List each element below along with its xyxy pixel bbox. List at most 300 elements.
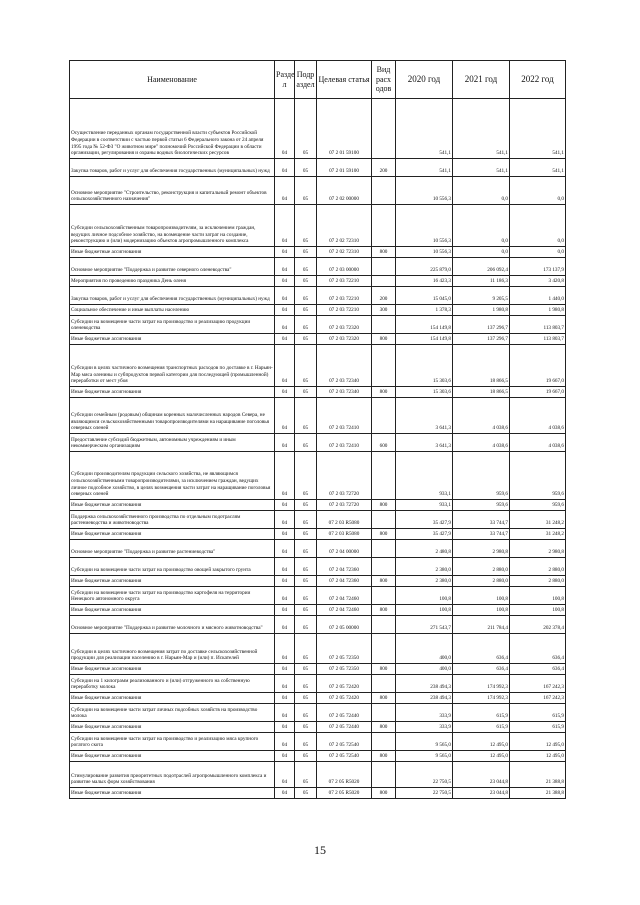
cell-2022: 1 440,0: [510, 287, 566, 305]
cell-2022: 959,6: [510, 500, 566, 511]
cell-razdel: 04: [275, 258, 295, 276]
cell-2020: 238 494,3: [396, 675, 453, 693]
cell-statya: 07 2 04 72360: [317, 558, 372, 576]
cell-name: Поддержка сельскохозяйственного производства по отдельным подотраслям растениеводства и животноводства: [70, 511, 275, 529]
cell-2022: 113 803,7: [510, 316, 566, 334]
cell-2021: 959,6: [453, 500, 510, 511]
cell-statya: 07 2 03 72320: [317, 334, 372, 345]
cell-2020: 400,0: [396, 664, 453, 675]
cell-statya: 07 2 05 R5020: [317, 788, 372, 799]
cell-2020: 238 494,3: [396, 693, 453, 704]
cell-2020: 10 556,3: [396, 177, 453, 205]
header-name: Наименование: [70, 61, 275, 99]
cell-podrazdel: 05: [295, 258, 317, 276]
cell-2022: 173 137,9: [510, 258, 566, 276]
cell-2022: 31 248,2: [510, 529, 566, 540]
page-number: 15: [314, 843, 326, 857]
table-row: [70, 159, 566, 177]
cell-2020: 154 149,8: [396, 334, 453, 345]
table-row: [70, 722, 566, 733]
cell-2021: 541,1: [453, 159, 510, 177]
cell-2022: 2 880,0: [510, 576, 566, 587]
cell-2020: 100,8: [396, 587, 453, 605]
cell-name: Осуществление переданных органам государственной власти субъектов Российской Федерации в соответствии с частью первой статьи 6 Федерального закона от 24 апреля 1995 года № 52-ФЗ "О животном мире" полномочий Российской Федерации в области организации, регулирования и охраны водных биологических ресурсов: [70, 99, 275, 159]
cell-2021: 636,4: [453, 634, 510, 664]
cell-name: Иные бюджетные ассигнования: [70, 247, 275, 258]
cell-razdel: 04: [275, 540, 295, 558]
cell-razdel: 04: [275, 664, 295, 675]
cell-2020: 9 565,0: [396, 751, 453, 762]
cell-name: Основное мероприятие "Строительство, реконструкция и капитальный ремонт объектов сельскохозяйственного назначения": [70, 177, 275, 205]
cell-vid: 800: [372, 387, 396, 398]
cell-statya: 07 2 03 R5080: [317, 511, 372, 529]
cell-vid: [372, 733, 396, 751]
cell-name: Иные бюджетные ассигнования: [70, 500, 275, 511]
cell-2022: 636,4: [510, 664, 566, 675]
cell-2022: 0,0: [510, 247, 566, 258]
cell-razdel: 04: [275, 205, 295, 247]
cell-2020: 333,9: [396, 704, 453, 722]
cell-2020: 2 380,0: [396, 576, 453, 587]
cell-vid: 800: [372, 788, 396, 799]
cell-statya: 07 2 05 72420: [317, 693, 372, 704]
cell-razdel: 04: [275, 529, 295, 540]
cell-2022: 31 248,2: [510, 511, 566, 529]
cell-vid: [372, 511, 396, 529]
cell-razdel: 04: [275, 616, 295, 634]
cell-2021: 615,9: [453, 704, 510, 722]
cell-statya: 07 2 02 72310: [317, 205, 372, 247]
cell-statya: 07 2 02 00000: [317, 177, 372, 205]
cell-2020: 3 641,3: [396, 434, 453, 452]
table-row: [70, 751, 566, 762]
table-row: [70, 316, 566, 334]
cell-2022: 202 378,4: [510, 616, 566, 634]
cell-2020: 15 303,6: [396, 345, 453, 387]
cell-podrazdel: 05: [295, 587, 317, 605]
cell-statya: 07 2 01 59100: [317, 159, 372, 177]
cell-2020: 1 378,3: [396, 305, 453, 316]
cell-2020: 2 380,0: [396, 558, 453, 576]
cell-name: Субсидии на возмещение части затрат на производство и реализацию продукции оленеводства: [70, 316, 275, 334]
cell-vid: 800: [372, 693, 396, 704]
cell-vid: [372, 258, 396, 276]
cell-podrazdel: 05: [295, 205, 317, 247]
cell-statya: 07 2 02 72310: [317, 247, 372, 258]
cell-2022: 12 495,0: [510, 733, 566, 751]
cell-name: Закупка товаров, работ и услуг для обеспечения государственных (муниципальных) нужд: [70, 159, 275, 177]
cell-2022: 21 388,8: [510, 762, 566, 788]
cell-podrazdel: 05: [295, 334, 317, 345]
cell-2022: 2 980,8: [510, 540, 566, 558]
cell-2020: 933,1: [396, 452, 453, 500]
cell-razdel: 04: [275, 704, 295, 722]
cell-vid: 600: [372, 434, 396, 452]
cell-vid: [372, 398, 396, 434]
cell-vid: 800: [372, 500, 396, 511]
cell-2022: 636,4: [510, 634, 566, 664]
table-row: [70, 605, 566, 616]
cell-statya: 07 2 03 72340: [317, 387, 372, 398]
cell-name: Иные бюджетные ассигнования: [70, 788, 275, 799]
cell-vid: [372, 205, 396, 247]
cell-2021: 959,6: [453, 452, 510, 500]
cell-2020: 100,8: [396, 605, 453, 616]
cell-vid: [372, 316, 396, 334]
cell-name: Основное мероприятие "Поддержка и развитие северного оленеводства": [70, 258, 275, 276]
header-statya: Целевая статья: [317, 61, 372, 99]
cell-vid: [372, 587, 396, 605]
cell-vid: 300: [372, 305, 396, 316]
cell-2021: 174 992,3: [453, 693, 510, 704]
table-row: [70, 287, 566, 305]
cell-2022: 1 980,8: [510, 305, 566, 316]
cell-statya: 07 2 05 72420: [317, 675, 372, 693]
budget-table: [69, 60, 566, 799]
cell-2021: 4 038,6: [453, 434, 510, 452]
cell-razdel: 04: [275, 177, 295, 205]
cell-statya: 07 2 05 72440: [317, 722, 372, 733]
cell-2020: 271 543,7: [396, 616, 453, 634]
cell-2020: 3 641,3: [396, 398, 453, 434]
cell-vid: [372, 616, 396, 634]
table-row: [70, 334, 566, 345]
cell-razdel: 04: [275, 99, 295, 159]
cell-2021: 541,1: [453, 99, 510, 159]
cell-name: Стимулирование развития приоритетных подотраслей агропромышленного комплекса и развитие малых форм хозяйствования: [70, 762, 275, 788]
cell-2020: 933,1: [396, 500, 453, 511]
cell-2022: 4 038,6: [510, 398, 566, 434]
cell-razdel: 04: [275, 587, 295, 605]
cell-podrazdel: 05: [295, 434, 317, 452]
cell-2022: 100,8: [510, 587, 566, 605]
cell-statya: 07 2 03 72340: [317, 345, 372, 387]
cell-razdel: 04: [275, 722, 295, 733]
cell-name: Субсидии сельскохозяйственным товаропроизводителям, за исключением граждан, ведущих личное подсобное хозяйство, на возмещение части затрат на создание, реконструкцию и (или) модернизацию объектов агропромышленного комплекса: [70, 205, 275, 247]
cell-statya: 07 2 03 72210: [317, 287, 372, 305]
cell-podrazdel: 05: [295, 99, 317, 159]
cell-name: Иные бюджетные ассигнования: [70, 387, 275, 398]
cell-2021: 206 092,4: [453, 258, 510, 276]
cell-name: Предоставление субсидий бюджетным, автономным учреждениям и иным некоммерческим организациям: [70, 434, 275, 452]
table-row: [70, 258, 566, 276]
cell-vid: 200: [372, 159, 396, 177]
cell-2022: 19 667,0: [510, 387, 566, 398]
cell-statya: 07 2 04 00000: [317, 540, 372, 558]
cell-statya: 07 2 03 72410: [317, 398, 372, 434]
cell-2020: 400,0: [396, 634, 453, 664]
table-row: [70, 675, 566, 693]
cell-2020: 15 303,6: [396, 387, 453, 398]
cell-name: Субсидии на возмещение части затрат на производство и реализацию мяса крупного рогатого скота: [70, 733, 275, 751]
table-row: [70, 664, 566, 675]
cell-2022: 4 038,6: [510, 434, 566, 452]
cell-statya: 07 2 05 72350: [317, 664, 372, 675]
cell-2022: 21 388,8: [510, 788, 566, 799]
cell-name: Иные бюджетные ассигнования: [70, 576, 275, 587]
cell-podrazdel: 05: [295, 722, 317, 733]
cell-razdel: 04: [275, 247, 295, 258]
table-row: [70, 387, 566, 398]
cell-2022: 0,0: [510, 177, 566, 205]
cell-2020: 225 879,0: [396, 258, 453, 276]
cell-razdel: 04: [275, 287, 295, 305]
cell-name: Основное мероприятие "Поддержка и развитие молочного и мясного животноводства": [70, 616, 275, 634]
cell-podrazdel: 05: [295, 345, 317, 387]
cell-statya: 07 2 01 59100: [317, 99, 372, 159]
cell-vid: [372, 704, 396, 722]
table-row: [70, 205, 566, 247]
header-vid: Вид расх одов: [372, 61, 396, 99]
cell-podrazdel: 05: [295, 511, 317, 529]
cell-2021: 33 744,7: [453, 511, 510, 529]
cell-2021: 100,8: [453, 587, 510, 605]
cell-2021: 211 784,4: [453, 616, 510, 634]
cell-vid: 800: [372, 722, 396, 733]
cell-name: Основное мероприятие "Поддержка и развитие растениеводства": [70, 540, 275, 558]
cell-razdel: 04: [275, 398, 295, 434]
cell-podrazdel: 05: [295, 704, 317, 722]
cell-podrazdel: 05: [295, 762, 317, 788]
header-razdel: Разде л: [275, 61, 295, 99]
table-row: [70, 693, 566, 704]
cell-2020: 333,9: [396, 722, 453, 733]
cell-razdel: 04: [275, 733, 295, 751]
cell-2022: 2 880,0: [510, 558, 566, 576]
cell-statya: 07 2 05 72350: [317, 634, 372, 664]
table-row: [70, 276, 566, 287]
table-row: [70, 99, 566, 159]
cell-statya: 07 2 05 72440: [317, 704, 372, 722]
table-row: [70, 529, 566, 540]
cell-statya: 07 2 03 00000: [317, 258, 372, 276]
cell-podrazdel: 05: [295, 159, 317, 177]
cell-razdel: 04: [275, 316, 295, 334]
cell-podrazdel: 05: [295, 276, 317, 287]
table-row: [70, 434, 566, 452]
cell-name: Иные бюджетные ассигнования: [70, 605, 275, 616]
table-body: [70, 99, 566, 799]
cell-razdel: 04: [275, 675, 295, 693]
cell-vid: [372, 177, 396, 205]
cell-podrazdel: 05: [295, 177, 317, 205]
cell-2020: 9 565,0: [396, 733, 453, 751]
cell-2021: 0,0: [453, 247, 510, 258]
header-2021: 2021 год: [453, 61, 510, 99]
cell-razdel: 04: [275, 576, 295, 587]
table-row: [70, 305, 566, 316]
cell-razdel: 04: [275, 387, 295, 398]
table-row: [70, 634, 566, 664]
table-row: [70, 788, 566, 799]
cell-2021: 137 296,7: [453, 334, 510, 345]
cell-razdel: 04: [275, 788, 295, 799]
cell-2022: 167 242,3: [510, 693, 566, 704]
cell-2020: 16 423,3: [396, 276, 453, 287]
cell-name: Иные бюджетные ассигнования: [70, 334, 275, 345]
cell-2020: 10 556,3: [396, 247, 453, 258]
table-row: [70, 247, 566, 258]
header-2020: 2020 год: [396, 61, 453, 99]
cell-name: Иные бюджетные ассигнования: [70, 529, 275, 540]
cell-name: Субсидии семейным (родовым) общинам коренных малочисленных народов Севера, не являющимся сельскохозяйственными товаропроизводителями на наращивание поголовья северных оленей: [70, 398, 275, 434]
cell-vid: [372, 675, 396, 693]
cell-2020: 154 149,8: [396, 316, 453, 334]
cell-vid: 800: [372, 751, 396, 762]
cell-2020: 22 750,5: [396, 762, 453, 788]
cell-name: Иные бюджетные ассигнования: [70, 664, 275, 675]
cell-podrazdel: 05: [295, 751, 317, 762]
table-row: [70, 704, 566, 722]
cell-name: Субсидии на 1 килограмм реализованного и (или) отгруженного на собственную переработку молока: [70, 675, 275, 693]
table-row: [70, 345, 566, 387]
cell-vid: [372, 540, 396, 558]
cell-podrazdel: 05: [295, 452, 317, 500]
cell-podrazdel: 05: [295, 500, 317, 511]
cell-razdel: 04: [275, 434, 295, 452]
cell-statya: 07 2 03 72210: [317, 305, 372, 316]
cell-razdel: 04: [275, 511, 295, 529]
cell-podrazdel: 05: [295, 387, 317, 398]
cell-name: Иные бюджетные ассигнования: [70, 751, 275, 762]
cell-vid: [372, 452, 396, 500]
header-podrazdel: Подр аздел: [295, 61, 317, 99]
cell-name: Субсидии в целях частичного возмещения транспортных расходов по доставке в г. Нарьян-Мар мяса оленины и субпродуктов первой категории для последующей (промышленной) переработки от мест убоя: [70, 345, 275, 387]
table-row: [70, 540, 566, 558]
cell-statya: 07 2 04 72460: [317, 587, 372, 605]
cell-razdel: 04: [275, 452, 295, 500]
cell-razdel: 04: [275, 305, 295, 316]
cell-2020: 541,1: [396, 99, 453, 159]
cell-statya: 07 2 05 72540: [317, 751, 372, 762]
cell-name: Субсидии в целях частичного возмещения затрат по доставке сельскохозяйственной продукции для реализации населению в г. Нарьян-Мар и (или) п. Искателей: [70, 634, 275, 664]
cell-name: Субсидии на возмещение части затрат на производство картофеля на территории Ненецкого автономного округа: [70, 587, 275, 605]
cell-2020: 10 556,3: [396, 205, 453, 247]
cell-podrazdel: 05: [295, 788, 317, 799]
cell-statya: 07 2 03 72410: [317, 434, 372, 452]
cell-2021: 4 038,6: [453, 398, 510, 434]
cell-vid: 800: [372, 247, 396, 258]
cell-2021: 174 992,3: [453, 675, 510, 693]
cell-statya: 07 2 03 72320: [317, 316, 372, 334]
cell-podrazdel: 05: [295, 616, 317, 634]
cell-2021: 2 880,0: [453, 558, 510, 576]
cell-name: Иные бюджетные ассигнования: [70, 722, 275, 733]
cell-name: Мероприятия по проведению праздника День оленя: [70, 276, 275, 287]
cell-name: Субсидии на возмещение части затрат личных подсобных хозяйств на производство молока: [70, 704, 275, 722]
table-row: [70, 398, 566, 434]
cell-podrazdel: 05: [295, 733, 317, 751]
cell-statya: 07 2 04 72460: [317, 605, 372, 616]
cell-podrazdel: 05: [295, 287, 317, 305]
cell-2021: 12 495,0: [453, 751, 510, 762]
cell-2022: 959,6: [510, 452, 566, 500]
cell-2021: 12 495,0: [453, 733, 510, 751]
cell-razdel: 04: [275, 558, 295, 576]
cell-podrazdel: 05: [295, 540, 317, 558]
table-row: [70, 616, 566, 634]
cell-razdel: 04: [275, 345, 295, 387]
cell-vid: [372, 276, 396, 287]
cell-vid: [372, 345, 396, 387]
cell-2020: 35 427,9: [396, 511, 453, 529]
table-row: [70, 558, 566, 576]
cell-razdel: 04: [275, 634, 295, 664]
cell-statya: 07 2 05 00000: [317, 616, 372, 634]
cell-2022: 615,9: [510, 704, 566, 722]
cell-podrazdel: 05: [295, 693, 317, 704]
cell-2022: 19 667,0: [510, 345, 566, 387]
cell-2022: 0,0: [510, 205, 566, 247]
cell-statya: 07 2 04 72360: [317, 576, 372, 587]
cell-razdel: 04: [275, 751, 295, 762]
cell-2021: 1 980,8: [453, 305, 510, 316]
cell-vid: 800: [372, 576, 396, 587]
cell-podrazdel: 05: [295, 664, 317, 675]
cell-podrazdel: 05: [295, 398, 317, 434]
cell-razdel: 04: [275, 159, 295, 177]
cell-2021: 11 186,3: [453, 276, 510, 287]
cell-2020: 35 427,9: [396, 529, 453, 540]
cell-2022: 3 420,8: [510, 276, 566, 287]
cell-2021: 636,4: [453, 664, 510, 675]
cell-name: Субсидии производителям продукции сельского хозяйства, не являющимся сельскохозяйственными товаропроизводителями, за исключением граждан, ведущих личное подсобное хозяйство, в целях возмещения части затрат на наращивание поголовья северных оленей: [70, 452, 275, 500]
cell-2022: 615,9: [510, 722, 566, 733]
cell-2021: 615,9: [453, 722, 510, 733]
table-header-row: [70, 61, 566, 99]
cell-podrazdel: 05: [295, 247, 317, 258]
cell-2022: 12 495,0: [510, 751, 566, 762]
cell-2021: 2 980,8: [453, 540, 510, 558]
cell-name: Социальное обеспечение и иные выплаты населению: [70, 305, 275, 316]
cell-2020: 15 045,0: [396, 287, 453, 305]
cell-2022: 541,1: [510, 159, 566, 177]
cell-2022: 167 242,3: [510, 675, 566, 693]
cell-vid: [372, 558, 396, 576]
cell-2022: 100,8: [510, 605, 566, 616]
cell-razdel: 04: [275, 762, 295, 788]
cell-vid: 200: [372, 287, 396, 305]
cell-2021: 137 296,7: [453, 316, 510, 334]
cell-2021: 0,0: [453, 177, 510, 205]
cell-name: Субсидии на возмещение части затрат на производство овощей закрытого грунта: [70, 558, 275, 576]
table-row: [70, 511, 566, 529]
cell-razdel: 04: [275, 334, 295, 345]
cell-2021: 18 866,5: [453, 387, 510, 398]
cell-vid: 800: [372, 334, 396, 345]
cell-statya: 07 2 05 R5020: [317, 762, 372, 788]
cell-razdel: 04: [275, 500, 295, 511]
cell-vid: 800: [372, 664, 396, 675]
table-row: [70, 500, 566, 511]
cell-razdel: 04: [275, 693, 295, 704]
cell-2020: 22 750,5: [396, 788, 453, 799]
cell-2021: 23 044,8: [453, 788, 510, 799]
cell-podrazdel: 05: [295, 634, 317, 664]
cell-podrazdel: 05: [295, 316, 317, 334]
cell-vid: 800: [372, 529, 396, 540]
table-row: [70, 177, 566, 205]
table-row: [70, 733, 566, 751]
cell-2022: 113 803,7: [510, 334, 566, 345]
cell-razdel: 04: [275, 605, 295, 616]
cell-2021: 23 044,8: [453, 762, 510, 788]
cell-vid: [372, 762, 396, 788]
cell-podrazdel: 05: [295, 605, 317, 616]
table-row: [70, 452, 566, 500]
cell-statya: 07 2 03 72720: [317, 500, 372, 511]
cell-podrazdel: 05: [295, 305, 317, 316]
